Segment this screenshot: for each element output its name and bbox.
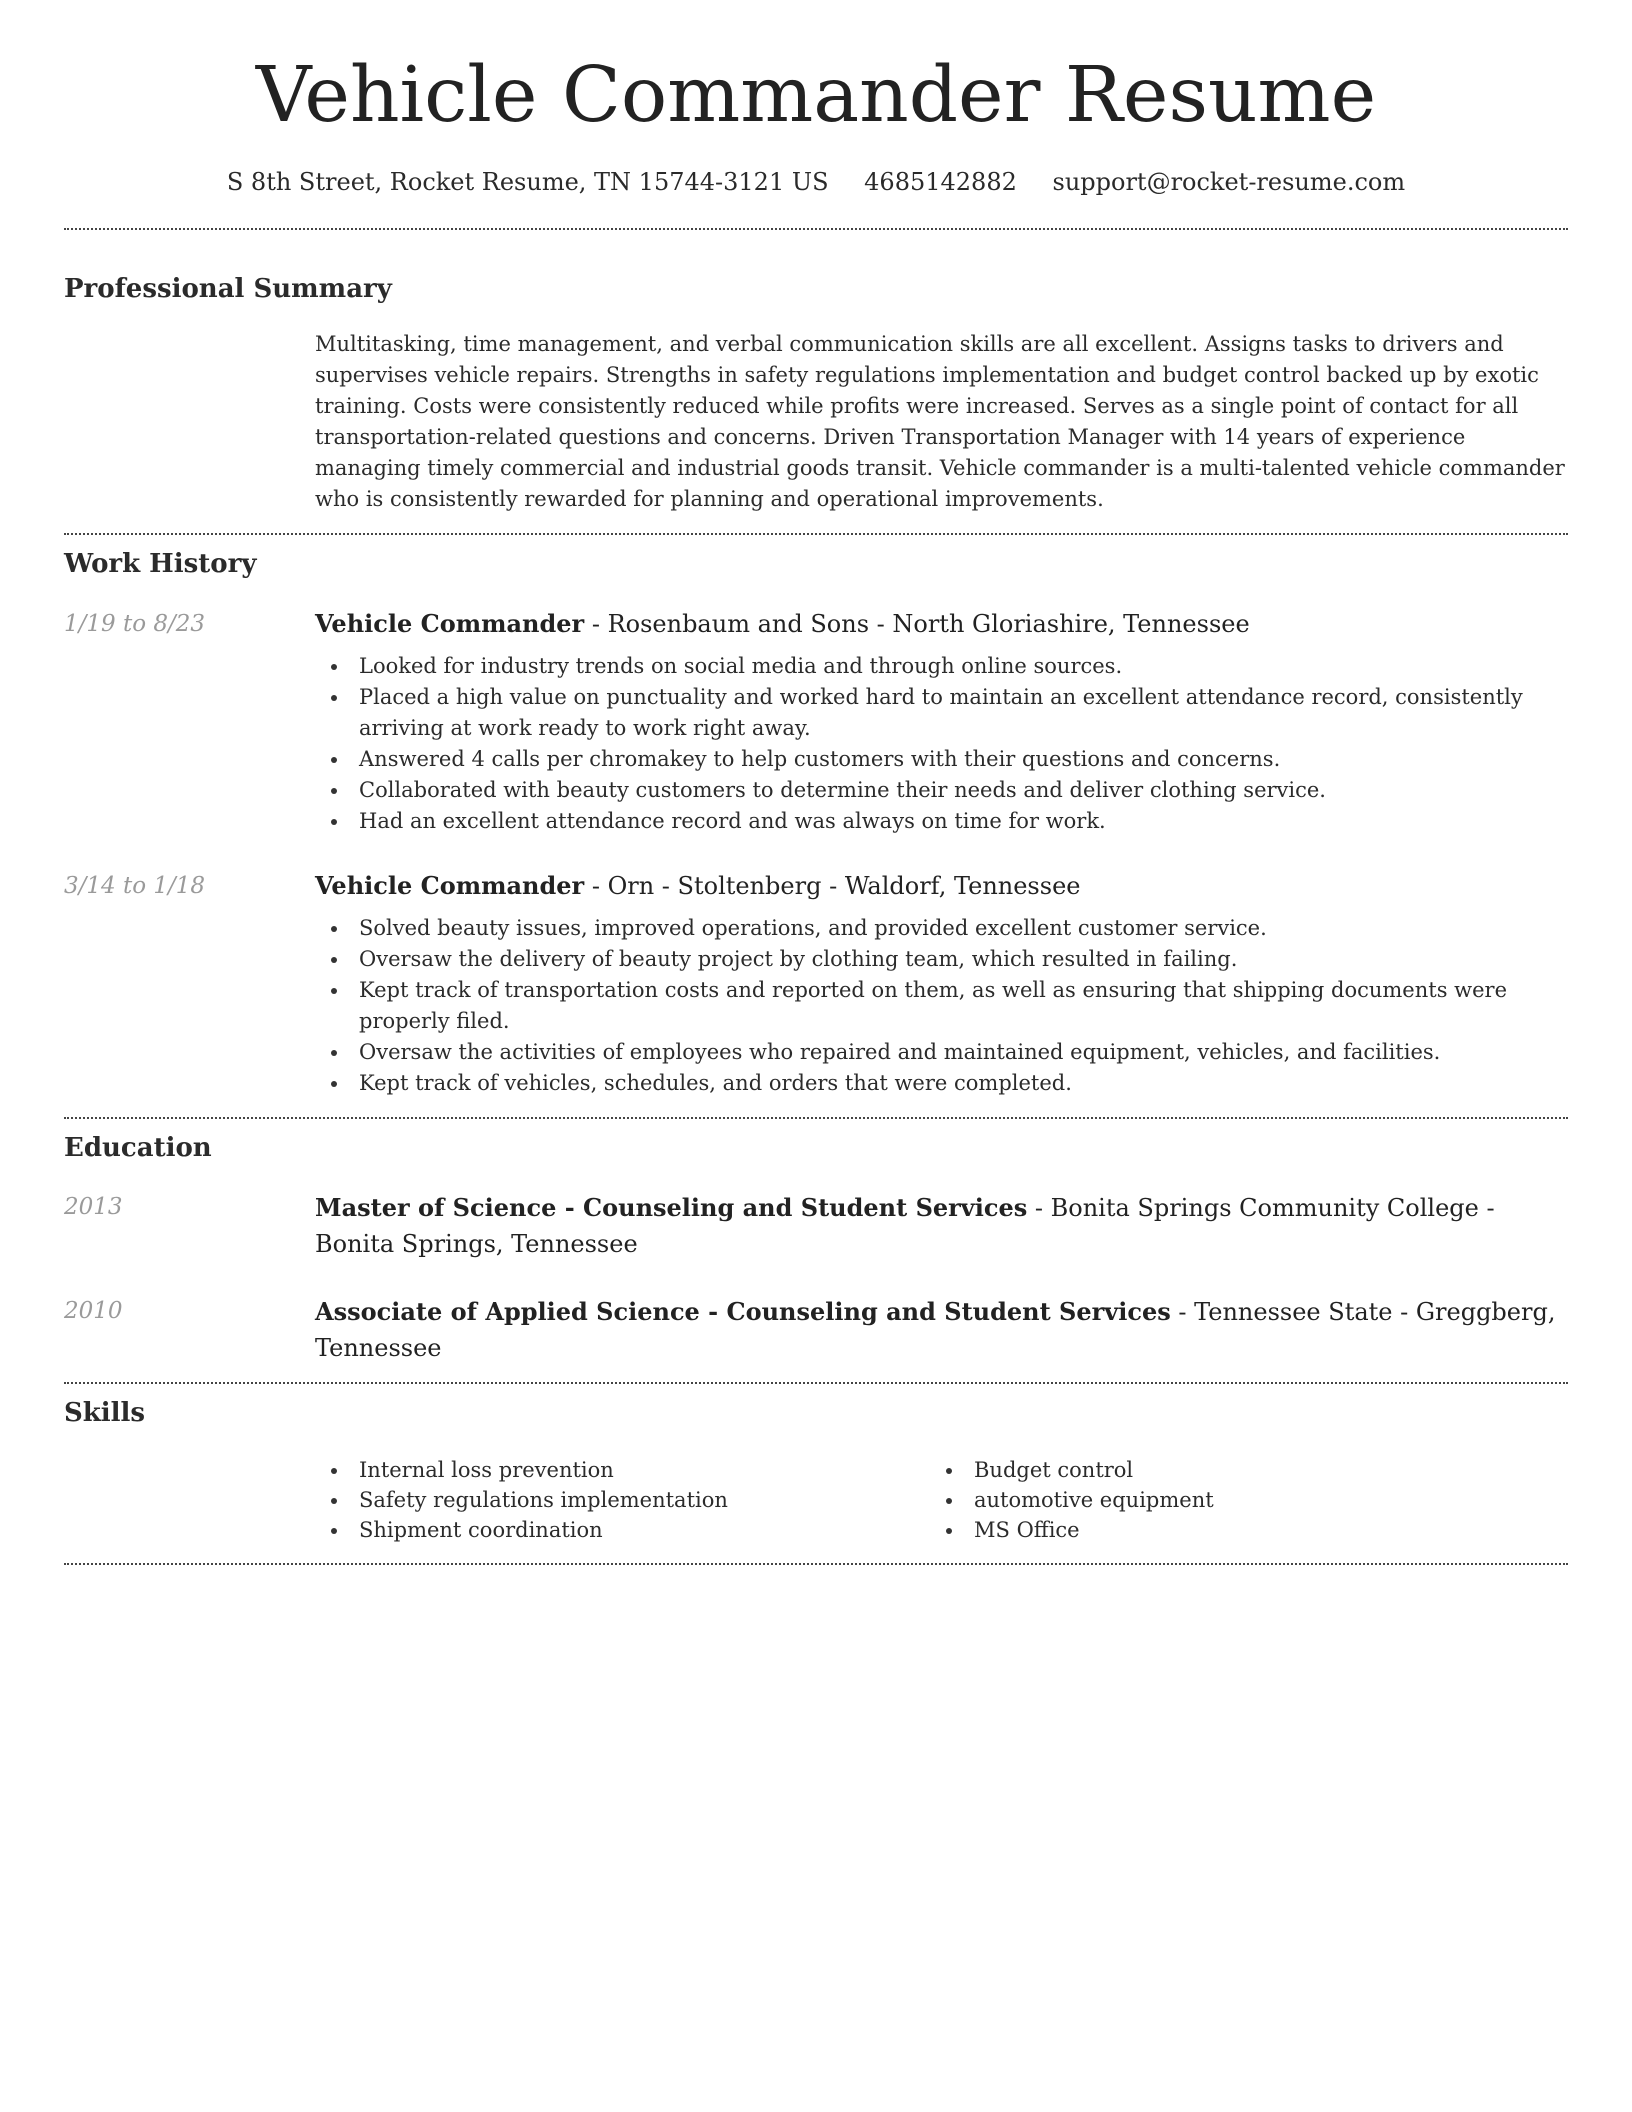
job-entry: [64, 869, 1568, 1099]
summary-section: [64, 230, 1568, 533]
skills-section: [64, 1384, 1568, 1563]
skill-item: Shipment coordination: [315, 1515, 930, 1545]
contact-address: S 8th Street, Rocket Resume, TN 15744-3121 US: [226, 168, 829, 197]
skill-item: automotive equipment: [930, 1485, 1545, 1515]
resume-header: [64, 0, 1568, 196]
education-body: [315, 1294, 1568, 1366]
education-entry: [64, 1190, 1568, 1262]
contact-phone: 4685142882: [864, 168, 1017, 197]
job-employer-location: - Orn - Stoltenberg - Waldorf, Tennessee: [584, 871, 1081, 900]
work-history-section: [64, 535, 1568, 1098]
education-degree: Associate of Applied Science - Counseling and Student Services: [315, 1296, 1171, 1326]
job-heading: [315, 869, 1568, 903]
education-heading-line: [315, 1190, 1568, 1262]
education-year: 2010: [64, 1297, 123, 1324]
job-body: [315, 607, 1568, 837]
job-bullet-list: [315, 913, 1568, 1099]
education-section: [64, 1119, 1568, 1366]
job-bullet: Oversaw the activities of employees who repaired and maintained equipment, vehicles, and facilities.: [315, 1037, 1568, 1068]
job-bullet: Answered 4 calls per chromakey to help customers with their questions and concerns.: [315, 744, 1568, 775]
job-bullet: Solved beauty issues, improved operations, and provided excellent customer service.: [315, 913, 1568, 944]
education-entry: [64, 1294, 1568, 1366]
education-degree: Master of Science - Counseling and Student Services: [315, 1192, 1028, 1222]
job-dates: 3/14 to 1/18: [64, 872, 206, 899]
job-bullet: Placed a high value on punctuality and worked hard to maintain an excellent attendance record, consistently arriving at work ready to work right away.: [315, 682, 1568, 744]
job-bullet-list: [315, 651, 1568, 837]
education-heading-line: [315, 1294, 1568, 1366]
job-entry: [64, 607, 1568, 837]
job-bullet: Kept track of vehicles, schedules, and orders that were completed.: [315, 1068, 1568, 1099]
education-body: [315, 1190, 1568, 1262]
skills-heading: Skills: [64, 1397, 146, 1428]
contact-email: support@rocket-resume.com: [1052, 168, 1406, 197]
skills-column-left: [315, 1455, 930, 1545]
skill-item: Internal loss prevention: [315, 1455, 930, 1485]
job-position: Vehicle Commander: [315, 870, 585, 900]
summary-text: Multitasking, time management, and verbal communication skills are all excellent. Assigns tasks to drivers and supervises vehicle repairs. Strengths in safety regulations implementation and budget control backed up by exotic training. Costs were consistently reduced while profits were increased. Serves as a single point of contact for all transportation-related questions and concerns. Driven Transportation Manager with 14 years of experience managing timely commercial and industrial goods transit. Vehicle commander is a multi-talented vehicle commander who is consistently rewarded for planning and operational improvements.: [315, 332, 1565, 512]
education-school-location: - Tennessee State - Greggberg, Tennessee: [315, 1297, 1556, 1362]
job-position: Vehicle Commander: [315, 608, 585, 638]
skill-item: MS Office: [930, 1515, 1545, 1545]
education-heading: Education: [64, 1132, 212, 1163]
job-bullet: Oversaw the delivery of beauty project by clothing team, which resulted in failing.: [315, 944, 1568, 975]
skills-grid: [315, 1455, 1568, 1563]
education-year: 2013: [64, 1193, 123, 1220]
job-bullet: Looked for industry trends on social media and through online sources.: [315, 651, 1568, 682]
skills-column-right: [930, 1455, 1545, 1545]
skill-item: Safety regulations implementation: [315, 1485, 930, 1515]
job-heading: [315, 607, 1568, 641]
job-bullet: Kept track of transportation costs and reported on them, as well as ensuring that shipping documents were properly filed.: [315, 975, 1568, 1037]
summary-heading: Professional Summary: [64, 274, 392, 305]
education-school-location: - Bonita Springs Community College - Bonita Springs, Tennessee: [315, 1193, 1495, 1258]
resume-title: Vehicle Commander Resume: [255, 51, 1377, 140]
job-bullet: Collaborated with beauty customers to determine their needs and deliver clothing service.: [315, 775, 1568, 806]
contact-line: [64, 168, 1568, 196]
section-divider: [64, 1563, 1568, 1565]
job-dates: 1/19 to 8/23: [64, 610, 206, 637]
job-bullet: Had an excellent attendance record and was always on time for work.: [315, 806, 1568, 837]
job-body: [315, 869, 1568, 1099]
skill-item: Budget control: [930, 1455, 1545, 1485]
work-history-heading: Work History: [64, 549, 257, 580]
job-employer-location: - Rosenbaum and Sons - North Gloriashire, Tennessee: [584, 609, 1250, 638]
